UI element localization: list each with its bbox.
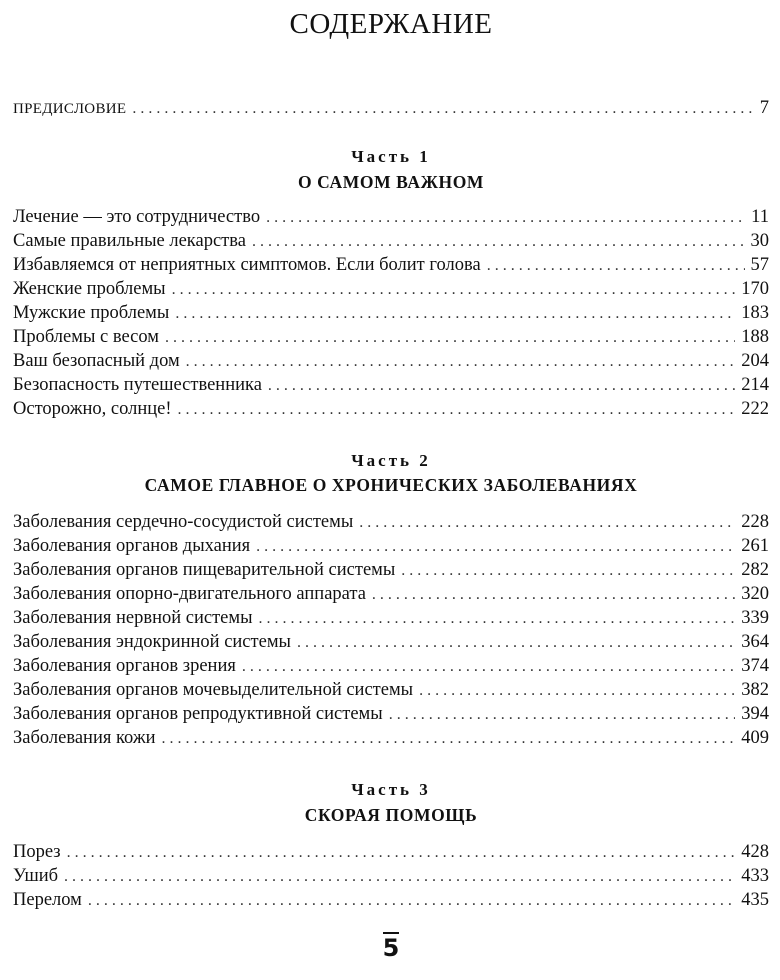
dot-leader: [266, 206, 745, 230]
toc-page: [13, 0, 769, 980]
toc-entry-label: Заболевания органов пищеварительной системы: [13, 560, 396, 580]
toc-entry-page: 7: [759, 98, 769, 118]
toc-entry-label: Заболевания органов дыхания: [13, 536, 251, 556]
toc-entry-page: 183: [741, 303, 769, 323]
dot-leader: [186, 350, 736, 374]
toc-entry[interactable]: [13, 864, 769, 888]
part-1-title: О САМОМ ВАЖНОМ: [297, 172, 485, 192]
toc-entry-label: Самые правильные лекарства: [13, 231, 246, 251]
toc-entry-page: 364: [741, 632, 769, 652]
toc-entry-page: 339: [741, 608, 769, 628]
toc-entry[interactable]: [13, 229, 769, 253]
toc-entry-page: 222: [741, 399, 769, 419]
dot-leader: [297, 631, 735, 655]
dot-leader: [389, 703, 736, 727]
part-2-label: Часть 2: [351, 451, 431, 470]
toc-entry-page: 57: [750, 255, 769, 275]
toc-entry-preface[interactable]: [13, 96, 769, 120]
dot-leader: [268, 374, 735, 398]
toc-entry-label: Проблемы с весом: [13, 327, 159, 347]
dot-leader: [175, 302, 735, 326]
dot-leader: [259, 607, 736, 631]
dot-leader: [242, 655, 735, 679]
part-1-label: Часть 1: [351, 147, 431, 166]
toc-entry-page: 282: [741, 560, 769, 580]
dot-leader: [359, 511, 735, 535]
toc-entry-page: 382: [741, 680, 769, 700]
toc-entry-label: Лечение — это сотрудничество: [13, 207, 261, 227]
toc-entry-label: ПРЕДИСЛОВИЕ: [13, 101, 127, 117]
toc-entry-label: Заболевания органов репродуктивной системы: [13, 704, 383, 724]
toc-entry-page: 394: [741, 704, 769, 724]
toc-entry[interactable]: [13, 558, 769, 582]
toc-entry-page: 374: [741, 656, 769, 676]
toc-entry-label: Избавляемся от неприятных симптомов. Если болит голова: [13, 255, 481, 275]
toc-entry-page: 188: [741, 327, 769, 347]
toc-entry[interactable]: [13, 205, 769, 229]
part-3-label: Часть 3: [351, 780, 431, 799]
dot-leader: [178, 398, 736, 422]
part-2-title: САМОЕ ГЛАВНОЕ О ХРОНИЧЕСКИХ ЗАБОЛЕВАНИЯХ: [144, 475, 638, 495]
toc-entry-page: 433: [741, 866, 769, 886]
toc-entry-page: 30: [750, 231, 769, 251]
dot-leader: [252, 230, 745, 254]
toc-entry-page: 204: [741, 351, 769, 371]
dot-leader: [372, 583, 735, 607]
dot-leader: [165, 326, 735, 350]
toc-entry[interactable]: [13, 726, 769, 750]
dot-leader: [67, 841, 736, 865]
toc-entry-label: Заболевания кожи: [13, 728, 156, 748]
toc-entry-label: Перелом: [13, 890, 82, 910]
toc-entry[interactable]: [13, 397, 769, 421]
toc-entry[interactable]: [13, 654, 769, 678]
part-3-title: СКОРАЯ ПОМОЩЬ: [304, 805, 478, 825]
dot-leader: [256, 535, 735, 559]
toc-entry-page: 11: [751, 207, 769, 227]
toc-entry[interactable]: [13, 373, 769, 397]
toc-entry[interactable]: [13, 582, 769, 606]
toc-entry-label: Безопасность путешественника: [13, 375, 262, 395]
toc-entry-page: 170: [741, 279, 769, 299]
toc-entry-page: 261: [741, 536, 769, 556]
toc-entry-label: Заболевания нервной системы: [13, 608, 253, 628]
toc-entry-page: 214: [741, 375, 769, 395]
toc-entry-label: Порез: [13, 842, 61, 862]
toc-entry[interactable]: [13, 301, 769, 325]
toc-entry-label: Заболевания органов мочевыделительной системы: [13, 680, 414, 700]
toc-entry-page: 228: [741, 512, 769, 532]
dot-leader: [487, 254, 745, 278]
toc-entry[interactable]: [13, 325, 769, 349]
dot-leader: [88, 889, 735, 913]
toc-entry-label: Заболевания опорно-двигательного аппарата: [13, 584, 366, 604]
toc-entry-label: Ваш безопасный дом: [13, 351, 180, 371]
dot-leader: [64, 865, 735, 889]
toc-entry-label: Мужские проблемы: [13, 303, 170, 323]
toc-entry[interactable]: [13, 510, 769, 534]
toc-entry-label: Женские проблемы: [13, 279, 166, 299]
page-title: СОДЕРЖАНИЕ: [289, 8, 493, 40]
toc-entry-label: Заболевания эндокринной системы: [13, 632, 291, 652]
toc-entry-label: Заболевания органов зрения: [13, 656, 236, 676]
toc-entry-page: 320: [741, 584, 769, 604]
toc-entry[interactable]: [13, 253, 769, 277]
dot-leader: [172, 278, 736, 302]
toc-entry-page: 428: [741, 842, 769, 862]
toc-entry[interactable]: [13, 888, 769, 912]
toc-entry[interactable]: [13, 678, 769, 702]
dot-leader: [162, 727, 736, 751]
toc-entry[interactable]: [13, 606, 769, 630]
toc-entry[interactable]: [13, 349, 769, 373]
dot-leader: [419, 679, 735, 703]
toc-entry-label: Осторожно, солнце!: [13, 399, 172, 419]
toc-entry[interactable]: [13, 277, 769, 301]
toc-entry[interactable]: [13, 534, 769, 558]
page-number: [13, 932, 769, 963]
toc-entry[interactable]: [13, 630, 769, 654]
toc-entry-label: Заболевания сердечно-сосудистой системы: [13, 512, 354, 532]
toc-entry-label: Ушиб: [13, 866, 59, 886]
toc-entry[interactable]: [13, 840, 769, 864]
toc-entry[interactable]: [13, 702, 769, 726]
dot-leader: [132, 97, 753, 121]
page-number-value: 5: [382, 934, 400, 962]
toc-entry-page: 435: [741, 890, 769, 910]
dot-leader: [401, 559, 735, 583]
toc-entry-page: 409: [741, 728, 769, 748]
